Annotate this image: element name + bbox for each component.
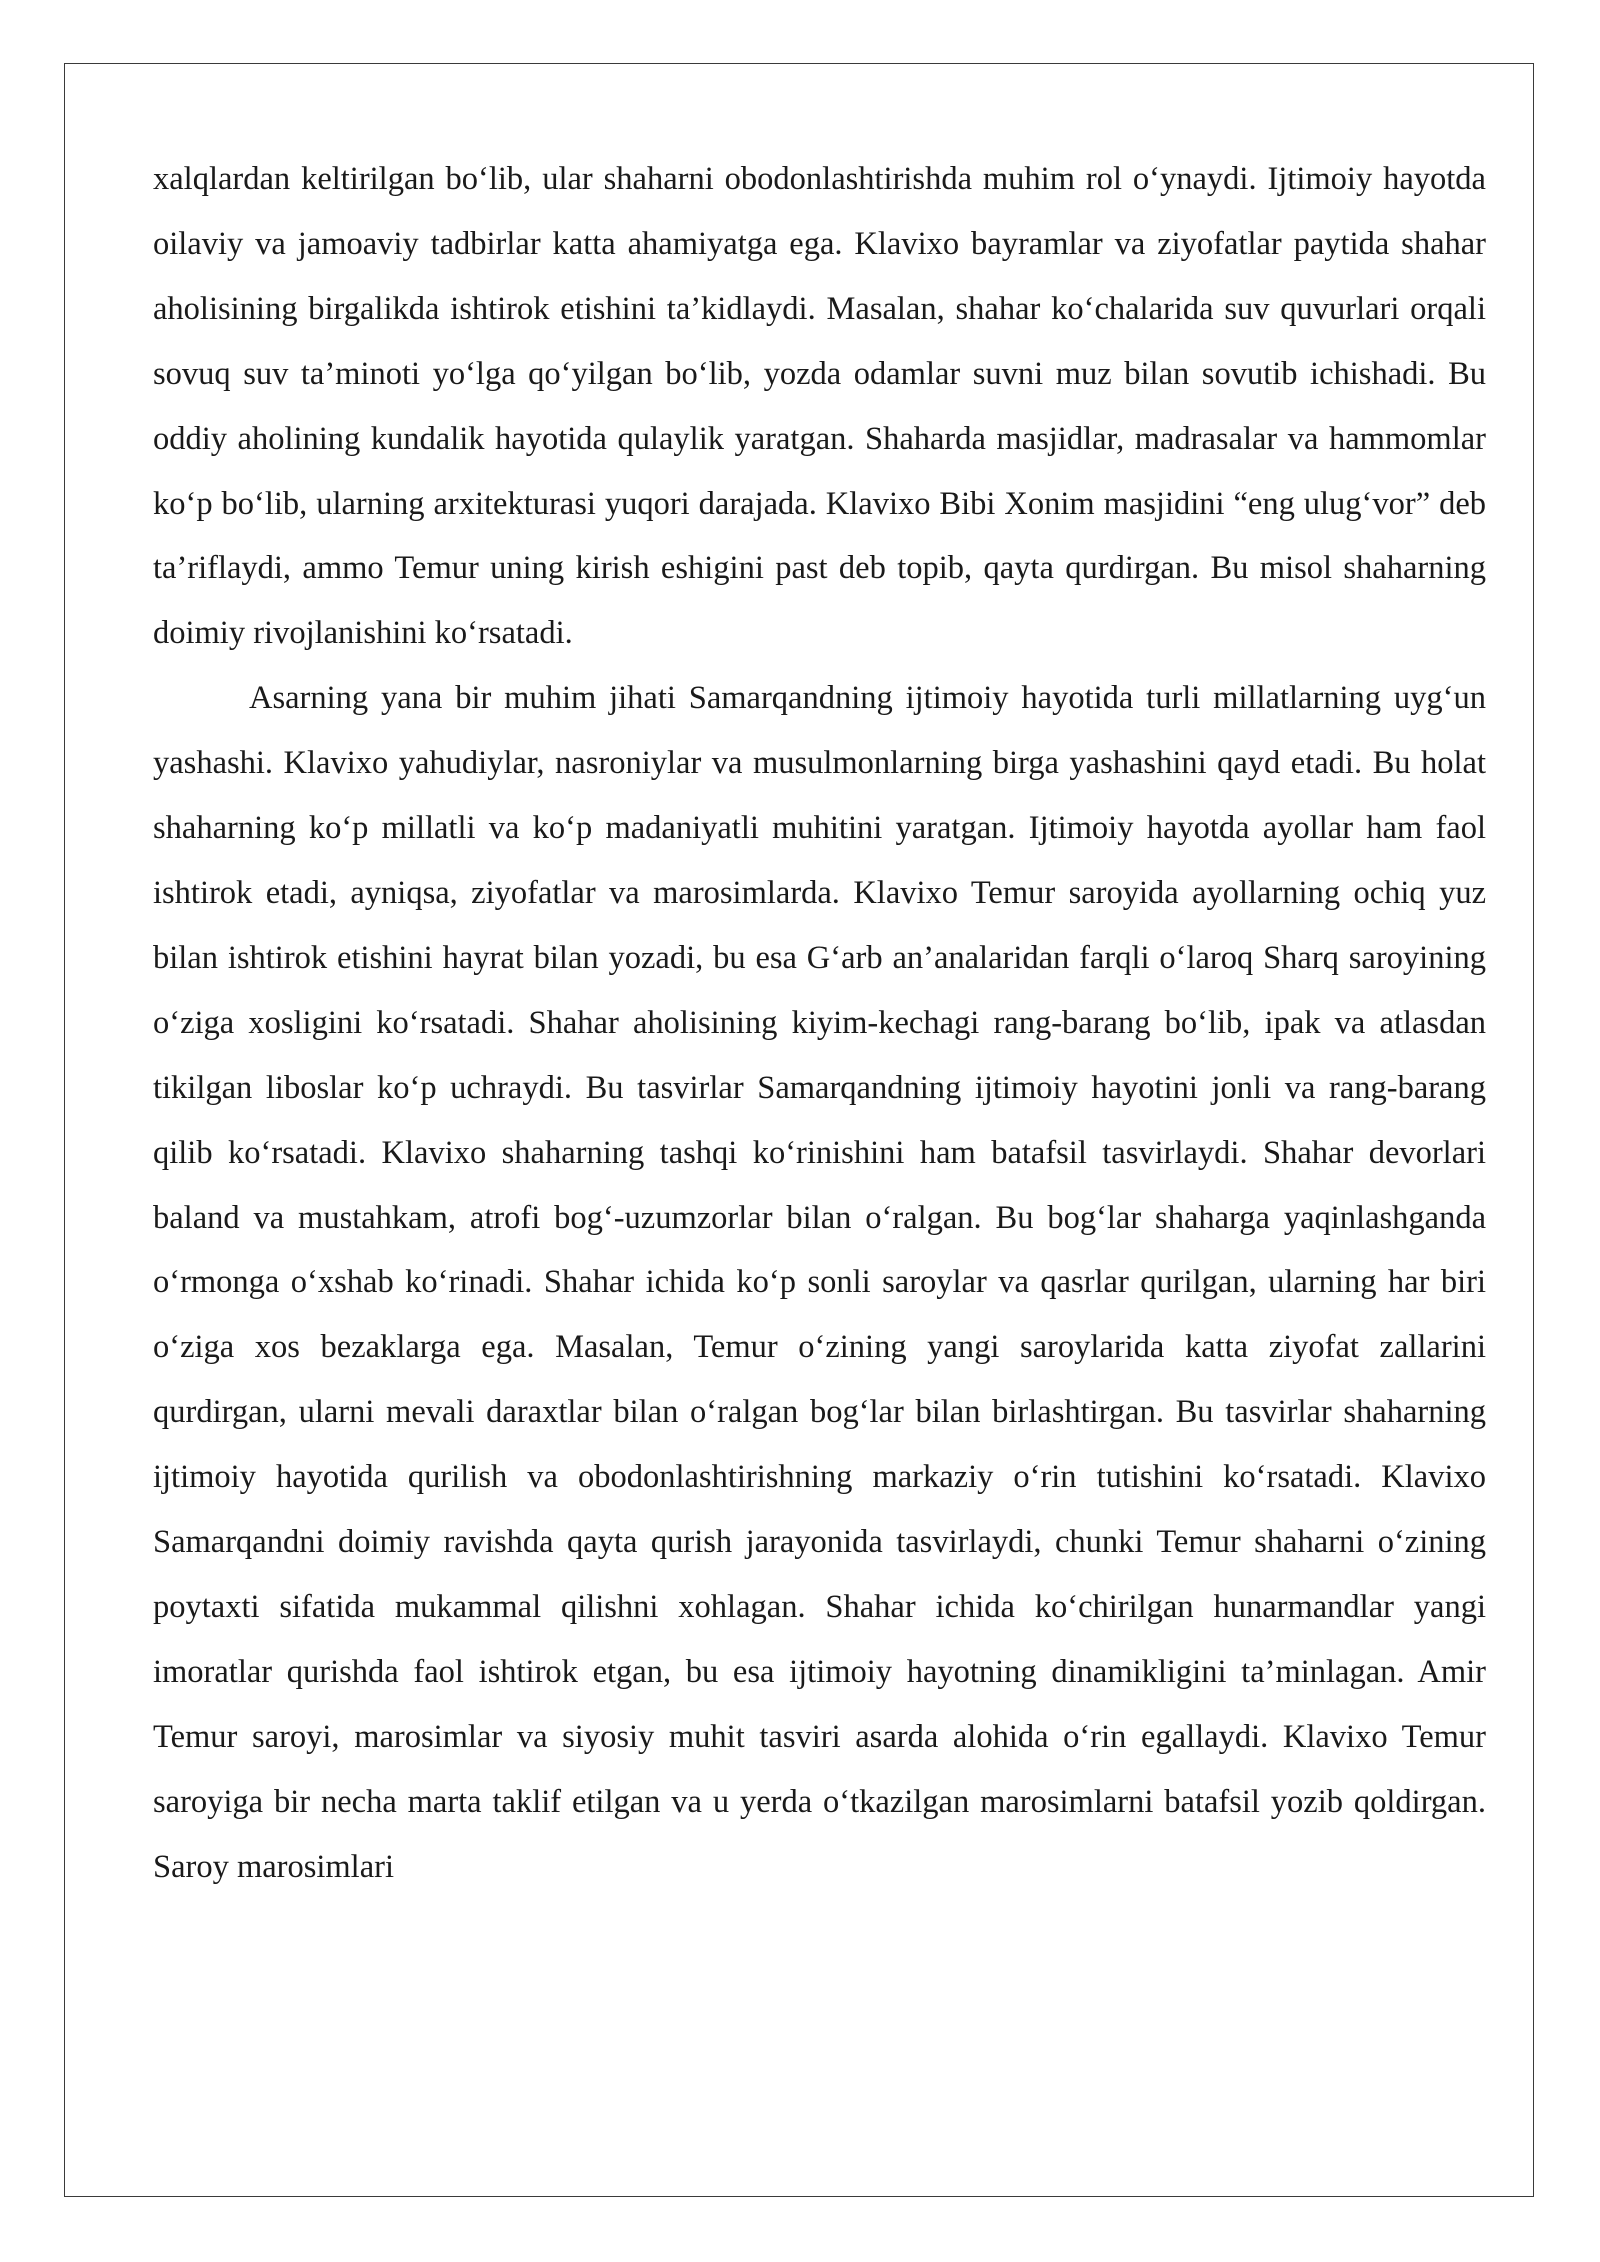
document-body (153, 147, 1486, 1899)
paragraph-continuation: xalqlardan keltirilgan bo‘lib, ular shaharni obodonlashtirishda muhim rol o‘ynaydi. Ijtimoiy hayotda oilaviy va jamoaviy tadbirlar katta ahamiyatga ega. Klavixo bayramlar va ziyofatlar paytida shahar aholisining birgalikda ishtirok etishini ta’kidlaydi. Masalan, shahar ko‘chalarida suv quvurlari orqali sovuq suv ta’minoti yo‘lga qo‘yilgan bo‘lib, yozda odamlar suvni muz bilan sovutib ichishadi. Bu oddiy aholining kundalik hayotida qulaylik yaratgan. Shaharda masjidlar, madrasalar va hammomlar ko‘p bo‘lib, ularning arxitekturasi yuqori darajada. Klavixo Bibi Xonim masjidini “eng ulug‘vor” deb ta’riflaydi, ammo Temur uning kirish eshigini past deb topib, qayta qurdirgan. Bu misol shaharning doimiy rivojlanishini ko‘rsatadi. (153, 161, 1486, 652)
paragraph: Asarning yana bir muhim jihati Samarqandning ijtimoiy hayotida turli millatlarning uyg‘un yashashi. Klavixo yahudiylar, nasroniylar va musulmonlarning birga yashashini qayd etadi. Bu holat shaharning ko‘p millatli va ko‘p madaniyatli muhitini yaratgan. Ijtimoiy hayotda ayollar ham faol ishtirok etadi, ayniqsa, ziyofatlar va marosimlarda. Klavixo Temur saroyida ayollarning ochiq yuz bilan ishtirok etishini hayrat bilan yozadi, bu esa G‘arb an’analaridan farqli o‘laroq Sharq saroyining o‘ziga xosligini ko‘rsatadi. Shahar aholisining kiyim-kechagi rang-barang bo‘lib, ipak va atlasdan tikilgan liboslar ko‘p uchraydi. Bu tasvirlar Samarqandning ijtimoiy hayotini jonli va rang-barang qilib ko‘rsatadi. Klavixo shaharning tashqi ko‘rinishini ham batafsil tasvirlaydi. Shahar devorlari baland va mustahkam, atrofi bog‘-uzumzorlar bilan o‘ralgan. Bu bog‘lar shaharga yaqinlashganda o‘rmonga o‘xshab ko‘rinadi. Shahar ichida ko‘p sonli saroylar va qasrlar qurilgan, ularning har biri o‘ziga xos bezaklarga ega. Masalan, Temur o‘zining yangi saroylarida katta ziyofat zallarini qurdirgan, ularni mevali daraxtlar bilan o‘ralgan bog‘lar bilan birlashtirgan. Bu tasvirlar shaharning ijtimoiy hayotida qurilish va obodonlashtirishning markaziy o‘rin tutishini ko‘rsatadi. Klavixo Samarqandni doimiy ravishda qayta qurish jarayonida tasvirlaydi, chunki Temur shaharni o‘zining poytaxti sifatida mukammal qilishni xohlagan. Shahar ichida ko‘chirilgan hunarmandlar yangi imoratlar qurishda faol ishtirok etgan, bu esa ijtimoiy hayotning dinamikligini ta’minlagan. Amir Temur saroyi, marosimlar va siyosiy muhit tasviri asarda alohida o‘rin egallaydi. Klavixo Temur saroyiga bir necha marta taklif etilgan va u yerda o‘tkazilgan marosimlarni batafsil yozib qoldirgan. Saroy marosimlari (153, 680, 1486, 1885)
